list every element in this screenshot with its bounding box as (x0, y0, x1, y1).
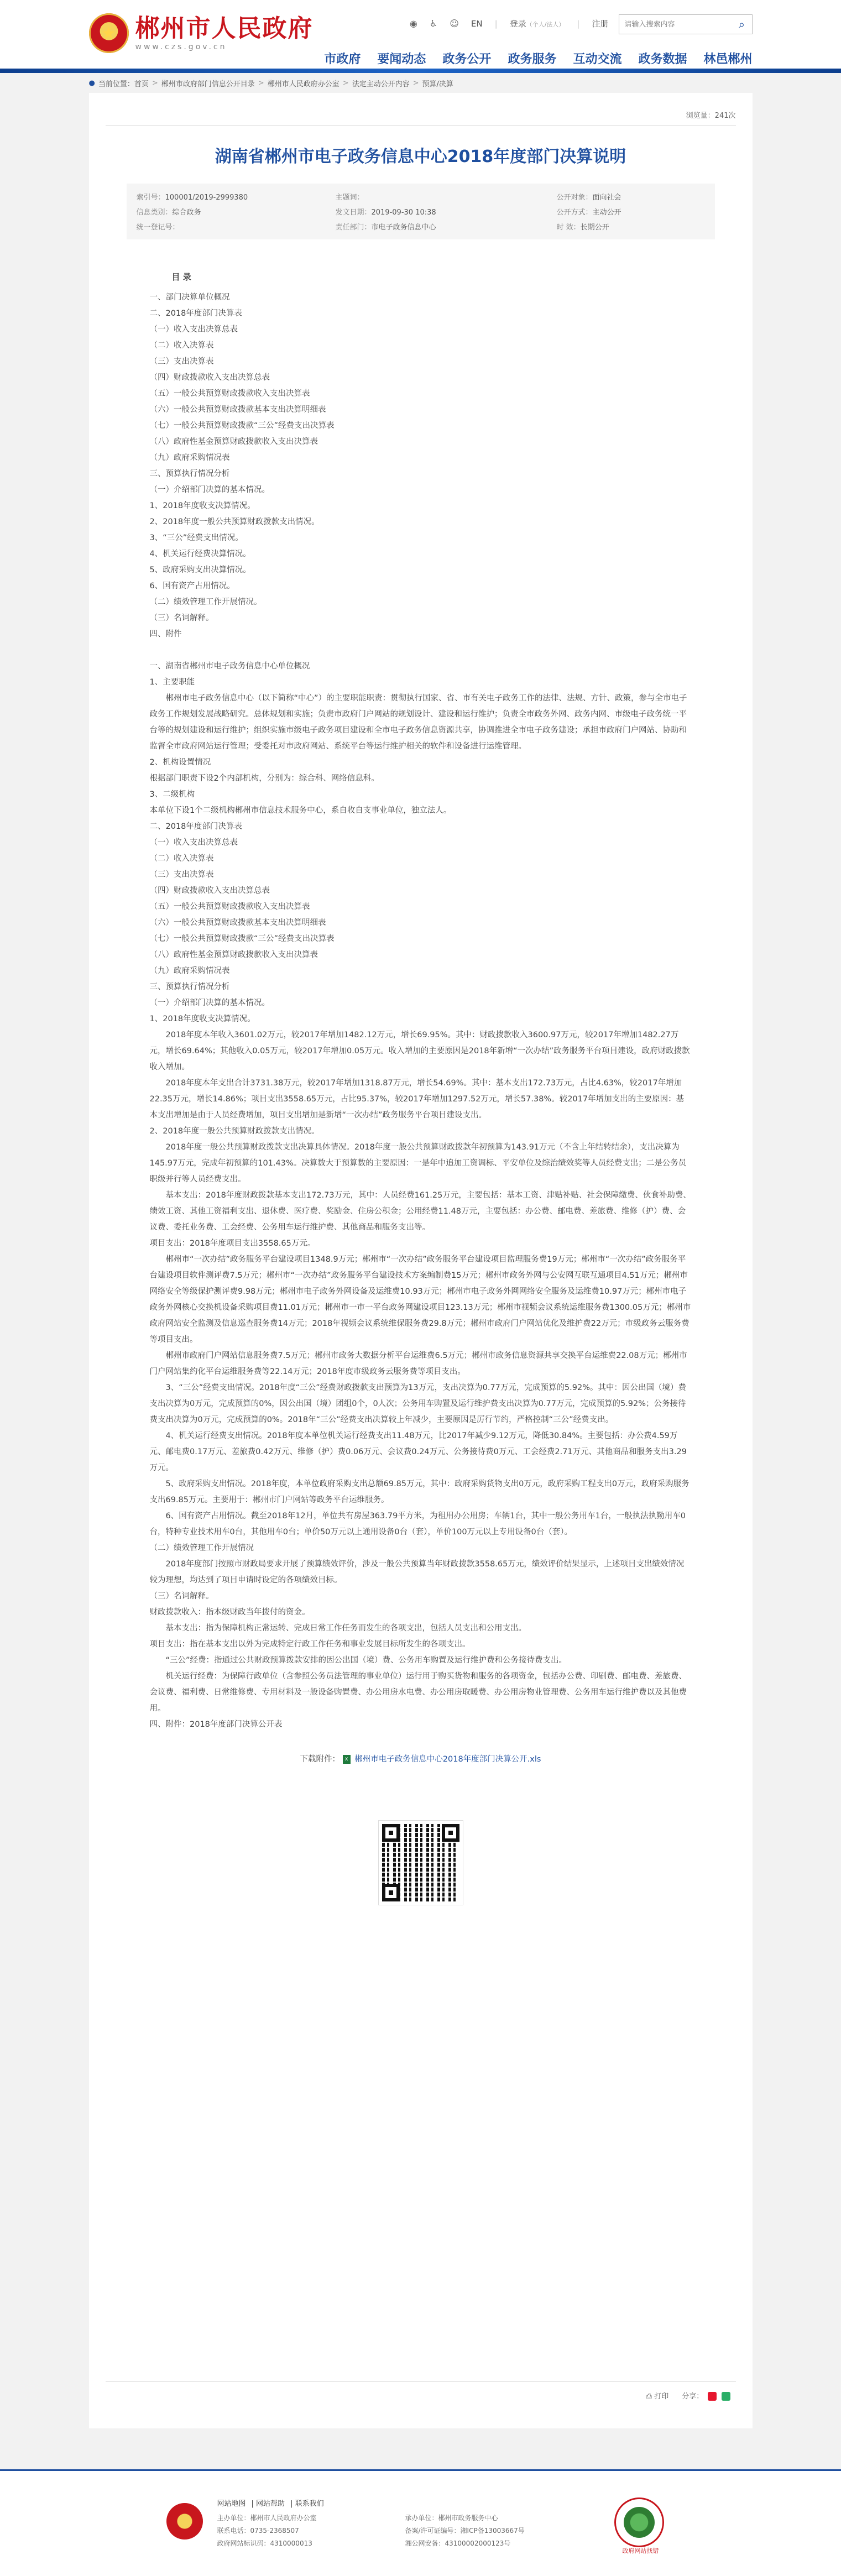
body-paragraph: 2、机构设置情况 (149, 758, 211, 767)
body-paragraph: （三）名词解释。 (149, 1592, 214, 1601)
meta-item (336, 221, 557, 232)
meta-key: 责任部门： (335, 223, 372, 232)
divider: | (494, 18, 498, 29)
attachment-link[interactable]: 郴州市电子政务信息中心2018年度部门决算公开.xls (354, 1755, 541, 1764)
excel-file-icon: x (343, 1755, 351, 1764)
accessibility-icon[interactable]: ♿ (429, 18, 438, 29)
search-icon[interactable]: ⌕ (738, 18, 745, 31)
meta-value: 综合政务 (172, 208, 201, 217)
body-paragraph: 2018年度本年支出合计3731.38万元，较2017年增加1318.87万元，增长54.69%。其中：基本支出172.73万元，占比4.63%，较2017年增加22.35万元，增长14.86%；项目支出3558.65万元，占比95.37%，较2017年增加1297.52万元，增长57.38%。较2017年增加支出的主要原因：基本支出增加是由于人员经费增加，项目支出增加是新增“一次办结”政务服务平台项目建设支出。 (149, 1079, 685, 1120)
weibo-icon[interactable]: ◉ (409, 18, 417, 29)
body-paragraph: （一）收入支出决算总表 (149, 838, 238, 847)
qr-finder-icon (442, 1824, 459, 1842)
footer-info-item: 湘公网安备：43100002000123号 (405, 2540, 511, 2547)
divider: | (577, 18, 580, 29)
body-paragraph: （八）政府性基金预算财政拨款收入支出决算表 (149, 950, 318, 959)
meta-key: 信息类别： (136, 208, 173, 217)
meta-item (137, 221, 336, 232)
login-hint: （个人/法人） (526, 21, 565, 28)
article-tools (646, 2390, 730, 2401)
body-paragraph: （四）财政拨款收入支出决算总表 (149, 373, 270, 382)
meta-item (137, 191, 336, 202)
meta-item (336, 206, 557, 217)
body-paragraph: 一、部门决算单位概况 (149, 293, 230, 302)
meta-value: 长期公开 (580, 223, 609, 232)
body-paragraph: （一）介绍部门决算的基本情况。 (149, 485, 270, 494)
body-paragraph: 5、政府采购支出决算情况。 (149, 566, 251, 574)
footer-info-item: 联系电话：0735-2368507 (217, 2527, 299, 2535)
body-paragraph: 2、2018年度一般公共预算财政拨款支出情况。 (149, 518, 320, 526)
login-link[interactable] (510, 18, 565, 29)
article-container (89, 93, 753, 2428)
footer-info (217, 2513, 593, 2548)
nav-item-gov-service[interactable]: 政务服务 (508, 53, 557, 66)
body-paragraph: （六）一般公共预算财政拨款基本支出决算明细表 (149, 405, 326, 414)
breadcrumb-label: 当前位置： (98, 80, 134, 88)
site-name: 郴州市人民政府 (135, 14, 314, 43)
header-divider-bar (0, 69, 841, 73)
qr-finder-icon (382, 1824, 400, 1842)
meta-value: 2019-09-30 10:38 (371, 208, 436, 217)
body-paragraph: 3、“三公”经费支出情况。 (149, 534, 243, 542)
meta-key: 时 效： (556, 223, 581, 232)
body-paragraph: 财政拨款收入：指本级财政当年拨付的资金。 (149, 1608, 310, 1617)
badge-icon (624, 2507, 655, 2538)
body-paragraph: （二）收入决算表 (149, 341, 214, 350)
nav-item-linyi-chenzhou[interactable]: 林邑郴州 (703, 53, 753, 66)
body-paragraph: 6、国有资产占用情况。 (149, 582, 235, 591)
breadcrumb-item[interactable]: 郴州市政府部门信息公开目录 (161, 80, 255, 88)
meta-key: 统一登记号： (136, 223, 180, 232)
footer-info-item: 承办单位：郴州市政务服务中心 (405, 2514, 498, 2522)
error-report-label: 政府网站找错 (622, 2547, 659, 2554)
footer-emblem-icon (166, 2503, 203, 2540)
site-url: www.czs.gov.cn (135, 43, 227, 51)
footer-info-item: 备案/许可证编号：湘ICP备13003667号 (405, 2527, 525, 2535)
nav-item-news[interactable]: 要闻动态 (377, 53, 426, 66)
body-paragraph: 3、二级机构 (149, 790, 195, 799)
body-paragraph: （五）一般公共预算财政拨款收入支出决算表 (149, 389, 310, 398)
body-paragraph: （三）支出决算表 (149, 870, 214, 879)
meta-value: 主动公开 (592, 208, 621, 217)
body-paragraph: 2018年度一般公共预算财政拨款支出决算具体情况。2018年度一般公共预算财政拨款年初预算为143.91万元（不含上年结转结余），支出决算为145.97万元，完成年初预算的101.43%。决算数大于预算数的主要原因：一是年中追加工资调标、平安单位及综治绩效奖等人员经费支出；二是公务员职级并行等人员经费支出。 (149, 1143, 687, 1184)
body-paragraph: （二）绩效管理工作开展情况 (149, 1544, 254, 1553)
national-emblem-icon: ★ (89, 13, 129, 53)
body-paragraph: 6、国有资产占用情况。截至2018年12月，单位共有房屋363.79平方米，为租用办公用房；车辆1台，其中一般公务用车1台，一般执法执勤用车0台，特种专业技术用车0台，其他用车0台；单价50万元以上通用设备0台（套），单价100万元以上专用设备0台（套）。 (149, 1512, 686, 1537)
meta-key: 索引号： (136, 194, 165, 202)
body-paragraph: （三）名词解释。 (149, 614, 214, 623)
body-paragraph: 4、机关运行经费决算情况。 (149, 550, 251, 558)
footer-info-item: 主办单位：郴州市人民政府办公室 (217, 2514, 317, 2522)
breadcrumb-separator-icon: > (412, 79, 419, 87)
attachment-download (150, 1752, 692, 1768)
footer-link-help[interactable]: 网站帮助 (256, 2500, 285, 2508)
body-paragraph: 2018年度本年收入3601.02万元，较2017年增加1482.12万元，增长69.95%。其中：财政拨款收入3600.97万元，较2017年增加1482.27万元，增长69.64%；其他收入0.05万元，较2017年增加0.05万元。收入增加的主要原因是2018年新增“一次办结”政务服务平台项目建设，政府财政拨款收入增加。 (149, 1031, 690, 1072)
body-paragraph: （六）一般公共预算财政拨款基本支出决算明细表 (149, 918, 326, 927)
wechat-share-icon[interactable] (722, 2392, 730, 2401)
register-link[interactable]: 注册 (592, 19, 609, 29)
body-paragraph: 二、2018年度部门决算表 (149, 822, 242, 831)
meta-value: 市电子政务信息中心 (371, 223, 436, 232)
body-paragraph: 基本支出：指为保障机构正常运转、完成日常工作任务而发生的各项支出，包括人员支出和公用支出。 (165, 1624, 526, 1633)
body-paragraph: （二）收入决算表 (149, 854, 214, 863)
site-footer (0, 2469, 841, 2576)
breadcrumb-separator-icon: > (258, 79, 264, 87)
body-paragraph: 四、附件：2018年度部门决算公开表 (149, 1720, 283, 1729)
meta-value: 面向社会 (592, 194, 621, 202)
qr-finder-icon (382, 1884, 400, 1901)
body-paragraph: （四）财政拨款收入支出决算总表 (149, 886, 270, 895)
body-paragraph: 郴州市“一次办结”政务服务平台建设项目1348.9万元；郴州市“一次办结”政务服务平台建设项目监理服务费19万元；郴州市“一次办结”政务服务平台建设项目软件测评费7.5万元；郴州市“一次办结”政务服务平台建设技术方案编制费15万元；郴州市政务外网与公安网互联互通项目4.51万元；郴州市网络安全等级保护测评费9.98万元；郴州市电子政务外网设备及运维费10.93万元；郴州市电子政务外网网络安全服务及运维费10.97万元；郴州市电子政务外网核心交换机设备采购项目费11.01万元；郴州市一市一平台政务网建设项目123.13万元；郴州市视频会议系统运维服务费1300.05万元；郴州市政府网站安全监测及信息巡查服务费14万元；2018年视频会议系统维保服务费29.8万元；郴州市政府门户网站优化及维护费22万元；市级政务云服务费等项目支出。 (149, 1255, 691, 1344)
meta-item (557, 206, 705, 217)
breadcrumb-item[interactable]: 预算/决算 (422, 80, 453, 88)
body-paragraph: 一、湖南省郴州市电子政务信息中心单位概况 (149, 662, 310, 671)
body-paragraph: 二、2018年度部门决算表 (149, 309, 242, 318)
footer-link-sitemap[interactable]: 网站地图 (217, 2500, 246, 2508)
article-meta-table (127, 184, 715, 239)
body-paragraph: 三、预算执行情况分析 (149, 469, 230, 478)
article-title: 湖南省郴州市电子政务信息中心2018年度部门决算说明 (215, 147, 626, 166)
download-label: 下载附件： (300, 1755, 341, 1764)
search-input[interactable] (619, 20, 732, 29)
body-paragraph: （三）支出决算表 (149, 357, 214, 366)
breadcrumb (89, 73, 753, 93)
body-paragraph: （九）政府采购情况表 (149, 966, 230, 975)
site-logo[interactable] (89, 13, 314, 53)
nav-item-gov-open[interactable]: 政务公开 (442, 53, 492, 66)
nav-item-gov-data[interactable]: 政务数据 (638, 53, 687, 66)
body-paragraph: （九）政府采购情况表 (149, 453, 230, 462)
meta-value: 100001/2019-2999380 (165, 194, 248, 202)
body-paragraph: 5、政府采购支出情况。2018年度，本单位政府采购支出总额69.85万元，其中：政府采购货物支出0万元，政府采购工程支出0万元，政府采购服务支出69.85万元。主要用于：郴州市门户网站等政务平台运维服务。 (149, 1480, 689, 1504)
body-paragraph: 郴州市电子政务信息中心（以下简称“中心”）的主要职能职责：贯彻执行国家、省、市有关电子政务工作的法律、法规、方针、政策，参与全市电子政务工作规划发展战略研究。总体规划和实施；负责市政府门户网站的规划设计、建设和运行维护；负责全市政务外网、政务内网、市级电子政务统一平台等的规划建设和运行维护；组织实施市级电子政务项目建设和全市电子政务信息资源共享，协调推进全市电子政务建设；承担市政府门户网站、协助和监督全市政府网站运行管理；受委托对市政府网站、系统平台等运行维护相关的软件和设备进行运维管理。 (149, 694, 687, 751)
body-paragraph: 本单位下设1个二级机构郴州市信息技术服务中心，系自收自支事业单位，独立法人。 (149, 806, 452, 815)
meta-key: 公开方式： (556, 208, 593, 217)
body-paragraph: 1、2018年度收支决算情况。 (149, 1015, 255, 1023)
nav-item-interaction[interactable]: 互动交流 (573, 53, 622, 66)
site-header (0, 0, 841, 69)
body-paragraph: 机关运行经费：为保障行政单位（含参照公务员法管理的事业单位）运行用于购买货物和服务的各项资金，包括办公费、印刷费、邮电费、差旅费、会议费、福利费、日常维修费、专用材料及一般设备购置费、办公用房水电费、办公用房取暖费、办公用房物业管理费、公务用车运行维护费以及其他费用。 (149, 1672, 687, 1713)
body-paragraph: 3、“三公”经费支出情况。2018年度“三公”经费财政拨款支出预算为13万元，支出决算为0.77万元，完成预算的5.92%。其中：因公出国（境）费支出决算为0万元，完成预算的0%，因公出国（境）团组0个，0人次；公务用车购置及运行维护费支出决算为0.77万元，完成预算的5.92%；公务接待费支出决算为0万元，完成预算的0%。2018年“三公”经费支出决算较上年减少，主要原因是厉行节约，严格控制“三公”经费支出。 (149, 1383, 686, 1424)
meta-item (336, 191, 557, 202)
body-paragraph: 项目支出：2018年度项目支出3558.65万元。 (149, 1239, 316, 1248)
body-paragraph: 基本支出：2018年度财政拨款基本支出172.73万元，其中：人员经费161.25万元，主要包括：基本工资、津贴补贴、社会保障缴费、伙食补助费、绩效工资、其他工资福利支出、退休费、医疗费、奖励金、住房公积金；公用经费11.48万元，主要包括：办公费、邮电费、差旅费、维修（护）费、会议费、委托业务费、工会经费、公务用车运行维护费、其他商品和服务支出等。 (149, 1191, 691, 1232)
toc-title: 目 录 (171, 272, 191, 282)
meta-item (557, 191, 705, 202)
footer-links: 网站地图 | 网站帮助 | 联系我们 (217, 2500, 324, 2508)
footer-info-item: 政府网站标识码：4310000013 (217, 2540, 312, 2547)
body-paragraph: 四、附件 (149, 630, 182, 639)
breadcrumb-item[interactable]: 法定主动公开内容 (352, 80, 410, 88)
top-links (410, 18, 609, 29)
view-count: 浏览量：241次 (686, 112, 736, 120)
main-nav (324, 50, 752, 67)
body-paragraph: （八）政府性基金预算财政拨款收入支出决算表 (149, 437, 318, 446)
print-button[interactable] (646, 2390, 669, 2401)
divider (106, 2381, 736, 2382)
english-link[interactable]: EN (471, 18, 483, 29)
body-paragraph: （二）绩效管理工作开展情况。 (149, 598, 262, 607)
location-icon: ● (88, 79, 95, 87)
share-label: 分享： (682, 2392, 704, 2401)
body-paragraph: “三公”经费：指通过公共财政预算拨款安排的因公出国（境）费、公务用车购置及运行维护费和公务接待费支出。 (165, 1656, 567, 1665)
body-paragraph: 郴州市政府门户网站信息服务费7.5万元；郴州市政务大数据分析平台运维费6.5万元；郴州市政务信息资源共享交换平台运维费22.08万元；郴州市门户网站集约化平台运维服务费等22.14万元；2018年度市级政务云服务费等项目支出。 (149, 1351, 687, 1376)
error-report-badge[interactable] (614, 2497, 664, 2547)
breadcrumb-separator-icon: > (342, 79, 349, 87)
weibo-share-icon[interactable] (708, 2392, 717, 2401)
body-paragraph: （一）收入支出决算总表 (149, 325, 238, 334)
body-paragraph: 2、2018年度一般公共预算财政拨款支出情况。 (149, 1127, 320, 1136)
meta-item (557, 221, 705, 232)
body-paragraph: （七）一般公共预算财政拨款“三公”经费支出决算表 (149, 421, 335, 430)
body-paragraph: 根据部门职责下设2个内部机构，分别为：综合科、网络信息科。 (149, 774, 379, 783)
breadcrumb-home[interactable]: 首页 (134, 80, 149, 88)
article-body (106, 239, 736, 1905)
body-paragraph: （七）一般公共预算财政拨款“三公”经费支出决算表 (149, 934, 335, 943)
body-paragraph: 项目支出：指在基本支出以外为完成特定行政工作任务和事业发展目标所发生的各项支出。 (149, 1640, 471, 1649)
meta-key: 主题词： (335, 194, 364, 202)
login-label: 登录 (509, 19, 526, 29)
body-paragraph: （一）介绍部门决算的基本情况。 (149, 999, 270, 1007)
body-paragraph: 1、主要职能 (149, 678, 195, 687)
body-paragraph: 1、2018年度收支决算情况。 (149, 501, 255, 510)
search-box (619, 14, 753, 34)
share-bar (682, 2390, 730, 2401)
qr-code (379, 1821, 463, 1905)
footer-link-contact[interactable]: 联系我们 (295, 2500, 324, 2508)
print-icon: ⎙ (646, 2392, 652, 2401)
breadcrumb-separator-icon: > (152, 79, 158, 87)
nav-item-city-gov[interactable]: 市政府 (324, 53, 361, 66)
meta-item (137, 206, 336, 217)
body-paragraph: 2018年度部门按照市财政局要求开展了预算绩效评价，涉及一般公共预算当年财政拨款3558.65万元，绩效评价结果显示，上述项目支出绩效情况较为理想，均达到了项目申请时设定的各项绩效目标。 (149, 1560, 685, 1585)
print-label: 打印 (654, 2392, 669, 2401)
meta-key: 公开对象： (556, 194, 593, 202)
elder-mode-icon[interactable]: ☺ (450, 18, 459, 29)
spacer (150, 642, 692, 659)
body-paragraph: 三、预算执行情况分析 (149, 983, 230, 991)
meta-key: 发文日期： (335, 208, 372, 217)
breadcrumb-item[interactable]: 郴州市人民政府办公室 (267, 80, 339, 88)
body-paragraph: 4、机关运行经费支出情况。2018年度本单位机关运行经费支出11.48万元，比2017年减少9.12万元，降低30.84%。主要包括：办公费4.59万元、邮电费0.17万元、差旅费0.42万元、维修（护）费0.06万元、会议费0.24万元、公务接待费0万元、工会经费2.71万元、其他商品和服务支出3.29万元。 (149, 1431, 687, 1472)
body-paragraph: （五）一般公共预算财政拨款收入支出决算表 (149, 902, 310, 911)
